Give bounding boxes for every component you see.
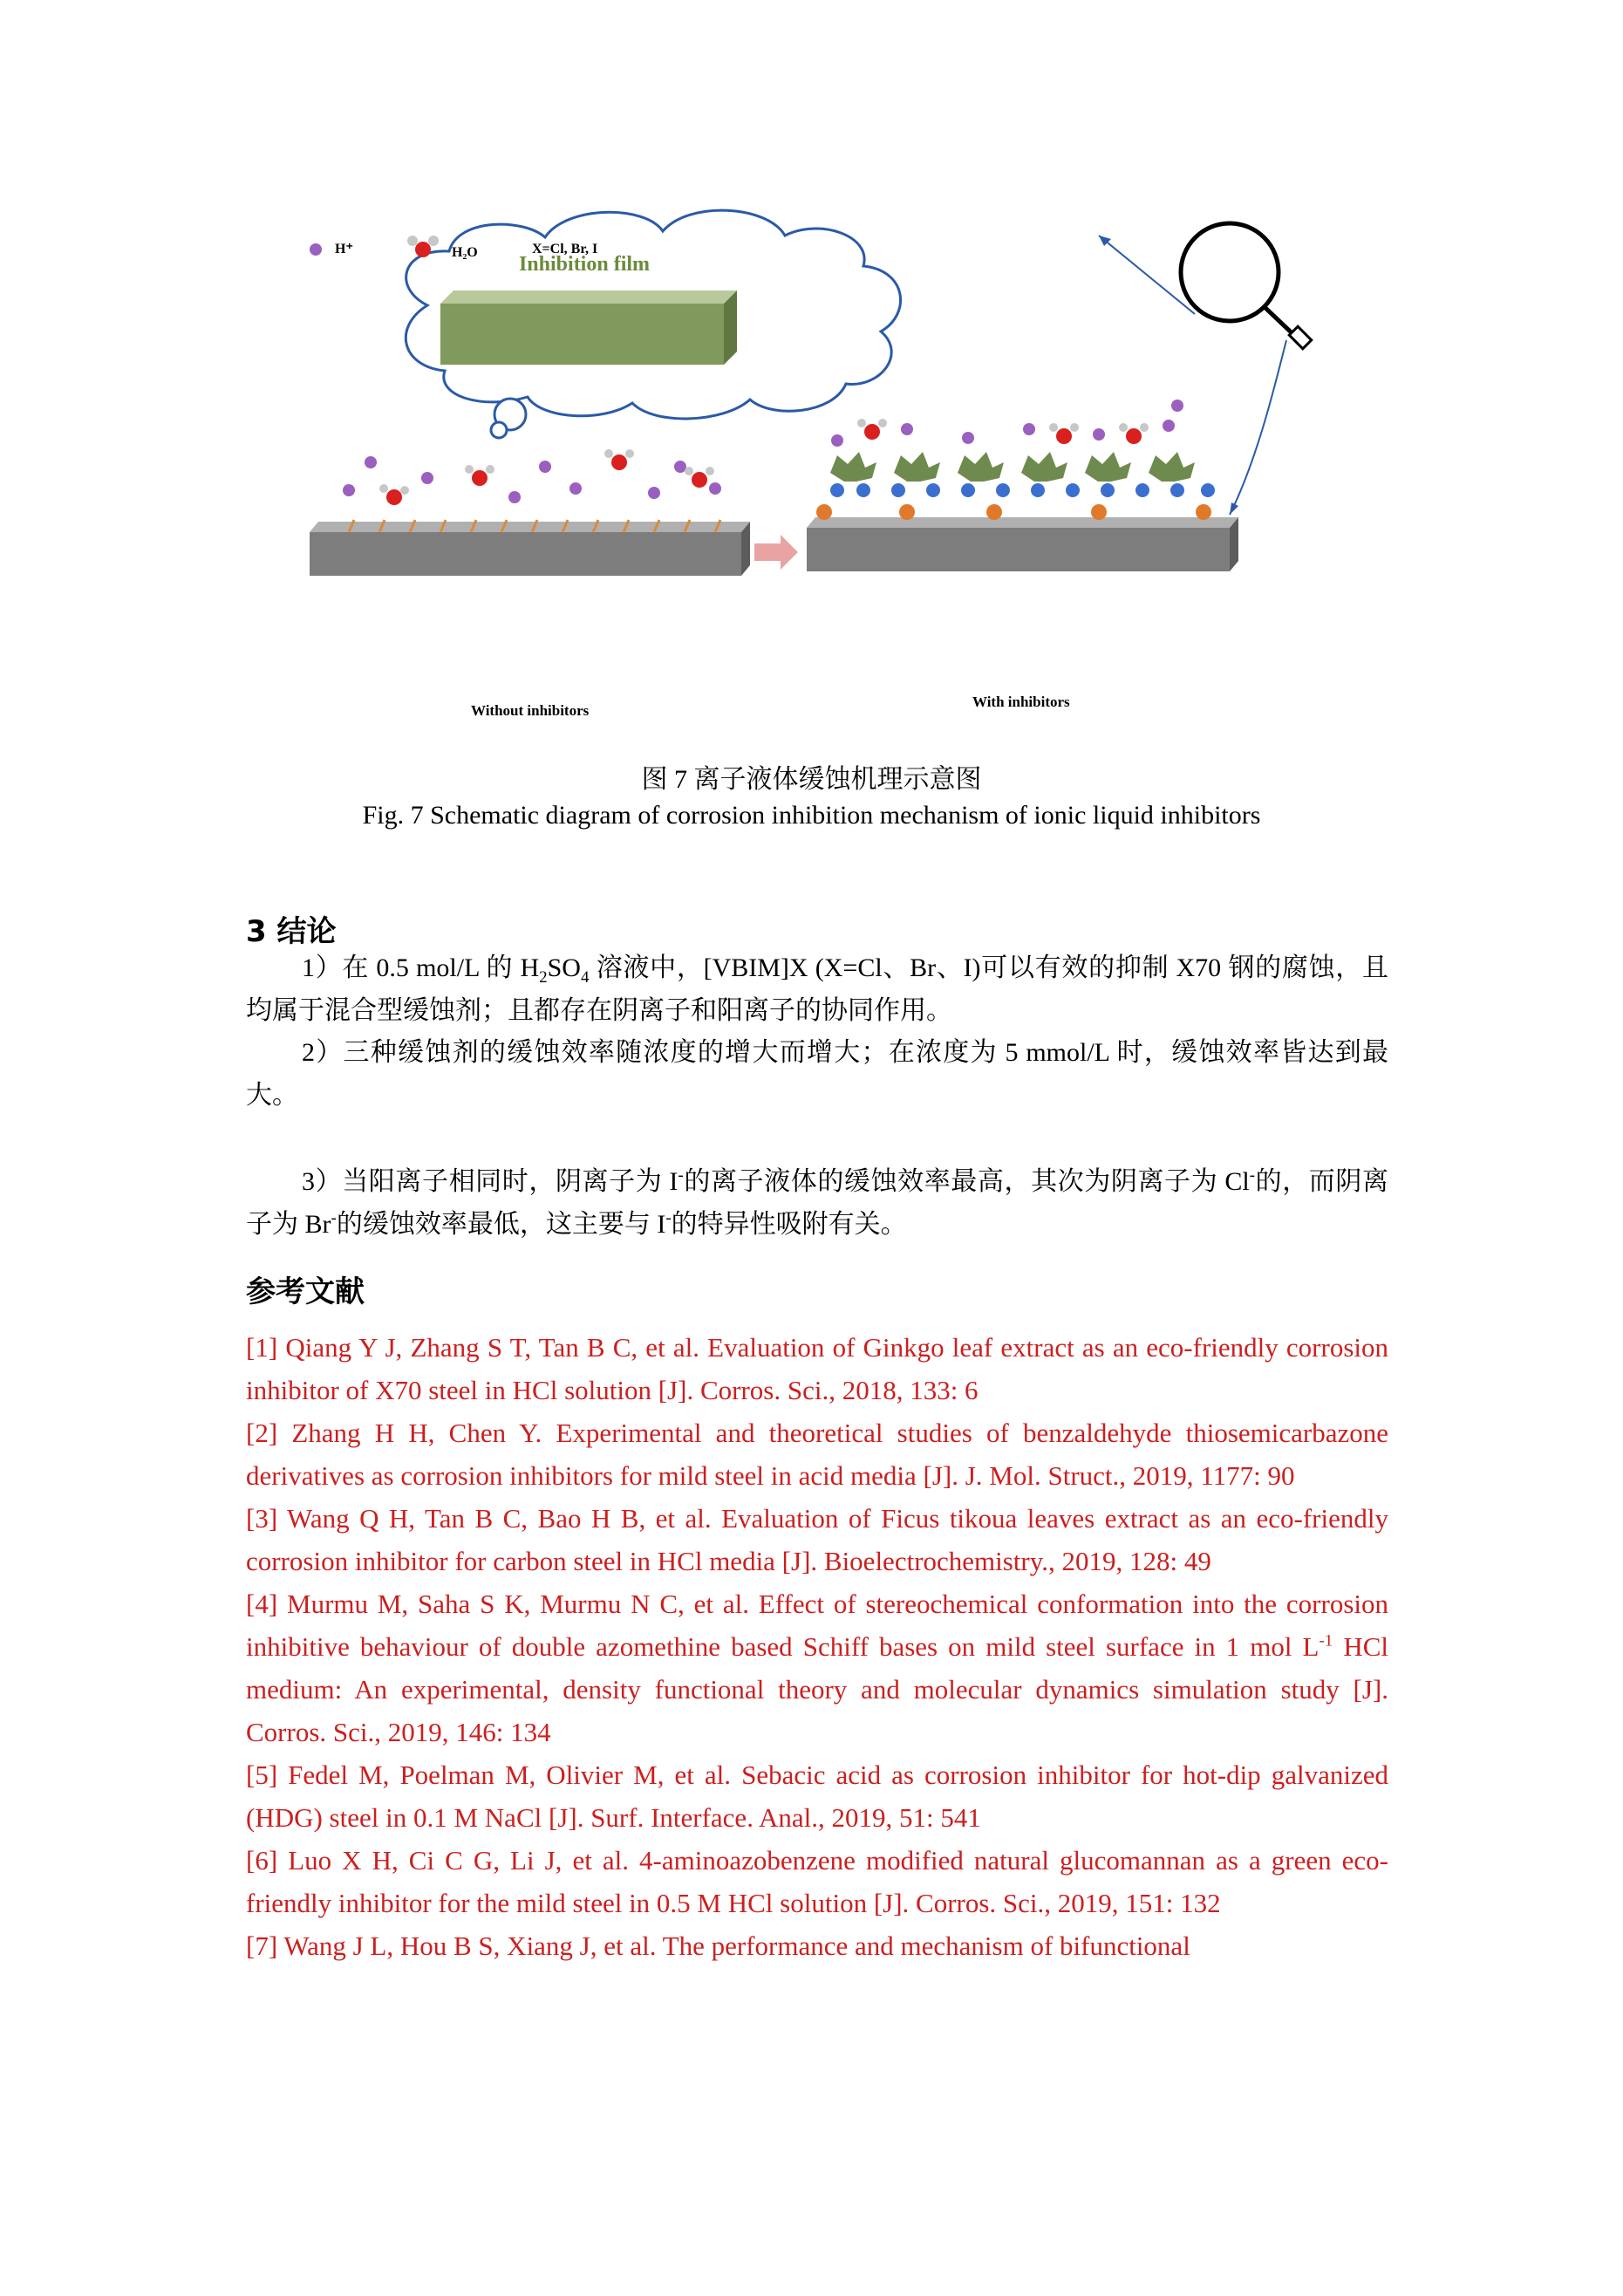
references-heading: 参考文献 bbox=[246, 1274, 365, 1309]
legend-h: H⁺ bbox=[335, 242, 353, 256]
reference-2: [2] Zhang H H, Chen Y. Experimental and theoretical studies of benzaldehyde thiosemicarbazone derivatives as corrosion inhibitors for mild steel in acid media [J]. J. Mol. Struct., 2019, 1177: 90 bbox=[246, 1418, 1388, 1491]
legend-water-o bbox=[415, 242, 431, 257]
x-ions bbox=[830, 483, 1215, 497]
reference-3: [3] Wang Q H, Tan B C, Bao H B, et al. Evaluation of Ficus tikoua leaves extract as an eco-friendly corrosion inhibitor for carbon steel in HCl media [J]. Bioelectrochemistry., 2019, 128: 49 bbox=[246, 1503, 1388, 1576]
mechanism-diagram bbox=[297, 201, 1343, 741]
reference-6: [6] Luo X H, Ci C G, Li J, et al. 4-aminoazobenzene modified natural glucomannan as a green eco-friendly inhibitor for the mild steel in 0.5 M HCl solution [J]. Corros. Sci., 2019, 151: 132 bbox=[246, 1845, 1388, 1918]
film-top bbox=[440, 290, 737, 304]
film-label: Inhibition film bbox=[518, 253, 651, 276]
reference-4: [4] Murmu M, Saha S K, Murmu N C, et al. Effect of stereochemical conformation into the corrosion inhibitive behaviour of double azomethine based Schiff bases on mild steel surface in 1 mol $L^{-1}$ HCl medium: An experimental, density functional theory and molecular dynamics simulation study [J]. Corros. Sci., 2019, 146: 134 bbox=[246, 1589, 1388, 1747]
figure-caption-cn: 图 7 离子液体缓蚀机理示意图 bbox=[641, 765, 982, 794]
legend-water-h1 bbox=[407, 236, 418, 246]
film-side bbox=[724, 290, 737, 365]
magnifier-lens bbox=[1181, 223, 1279, 321]
film-front bbox=[440, 304, 724, 365]
transition-arrow bbox=[754, 535, 798, 570]
right-label: With inhibitors bbox=[972, 694, 1070, 710]
conclusion-item-1: 1）在 0.5 mol/L 的 $H_2SO_4$ 溶液中，[VBIM]X (X=Cl、Br、I)可以有效的抑制 X70 钢的腐蚀，且均属于混合型缓蚀剂；且都存在阴离子和阳离子的协同作用。 bbox=[246, 953, 1388, 1025]
legend-h2o: H₂O bbox=[452, 245, 478, 260]
steel-right-front bbox=[807, 528, 1230, 571]
conclusion-heading: 3 结论 bbox=[246, 914, 337, 949]
conclusion-item-2: 2）三种缓蚀剂的缓蚀效率随浓度的增大而增大；在浓度为 5 mmol/L 时，缓蚀效率皆达到最大。 bbox=[246, 1038, 1388, 1110]
reference-7: [7] Wang J L, Hou B S, Xiang J, et al. The performance and mechanism of bifunctional bbox=[246, 1930, 1190, 1961]
right-species bbox=[831, 400, 1183, 447]
cloud-bubble-small bbox=[491, 422, 507, 438]
mechanism-figure bbox=[297, 201, 1343, 741]
legend-proton bbox=[310, 243, 322, 256]
vbim-cations bbox=[830, 452, 1195, 482]
left-species bbox=[343, 449, 721, 505]
figure-caption-en: Fig. 7 Schematic diagram of corrosion inhibition mechanism of ionic liquid inhibitors bbox=[362, 801, 1261, 830]
left-label: Without inhibitors bbox=[471, 702, 590, 719]
reference-5: [5] Fedel M, Poelman M, Olivier M, et al. Sebacic acid as corrosion inhibitor for hot-dip galvanized (HDG) steel in 0.1 M NaCl [J]. Surf. Interface. Anal., 2019, 51: 541 bbox=[246, 1760, 1388, 1833]
reference-1: [1] Qiang Y J, Zhang S T, Tan B C, et al. Evaluation of Ginkgo leaf extract as an eco-friendly corrosion inhibitor of X70 steel in HCl solution [J]. Corros. Sci., 2018, 133: 6 bbox=[246, 1332, 1388, 1405]
steel-right-top bbox=[807, 517, 1238, 528]
pointer-arrow-right bbox=[1230, 340, 1286, 515]
conclusion-item-3: 3）当阳离子相同时，阴离子为 I-的离子液体的缓蚀效率最高，其次为阴离子为 Cl-的，而阴离子为 Br-的缓蚀效率最低，这主要与 I-的特异性吸附有关。 bbox=[246, 1166, 1388, 1239]
reference-list bbox=[246, 1326, 1388, 1967]
legend-water-h2 bbox=[428, 236, 439, 246]
steel-left-front bbox=[310, 532, 741, 576]
legend-x: X=Cl, Br, I bbox=[532, 242, 598, 256]
